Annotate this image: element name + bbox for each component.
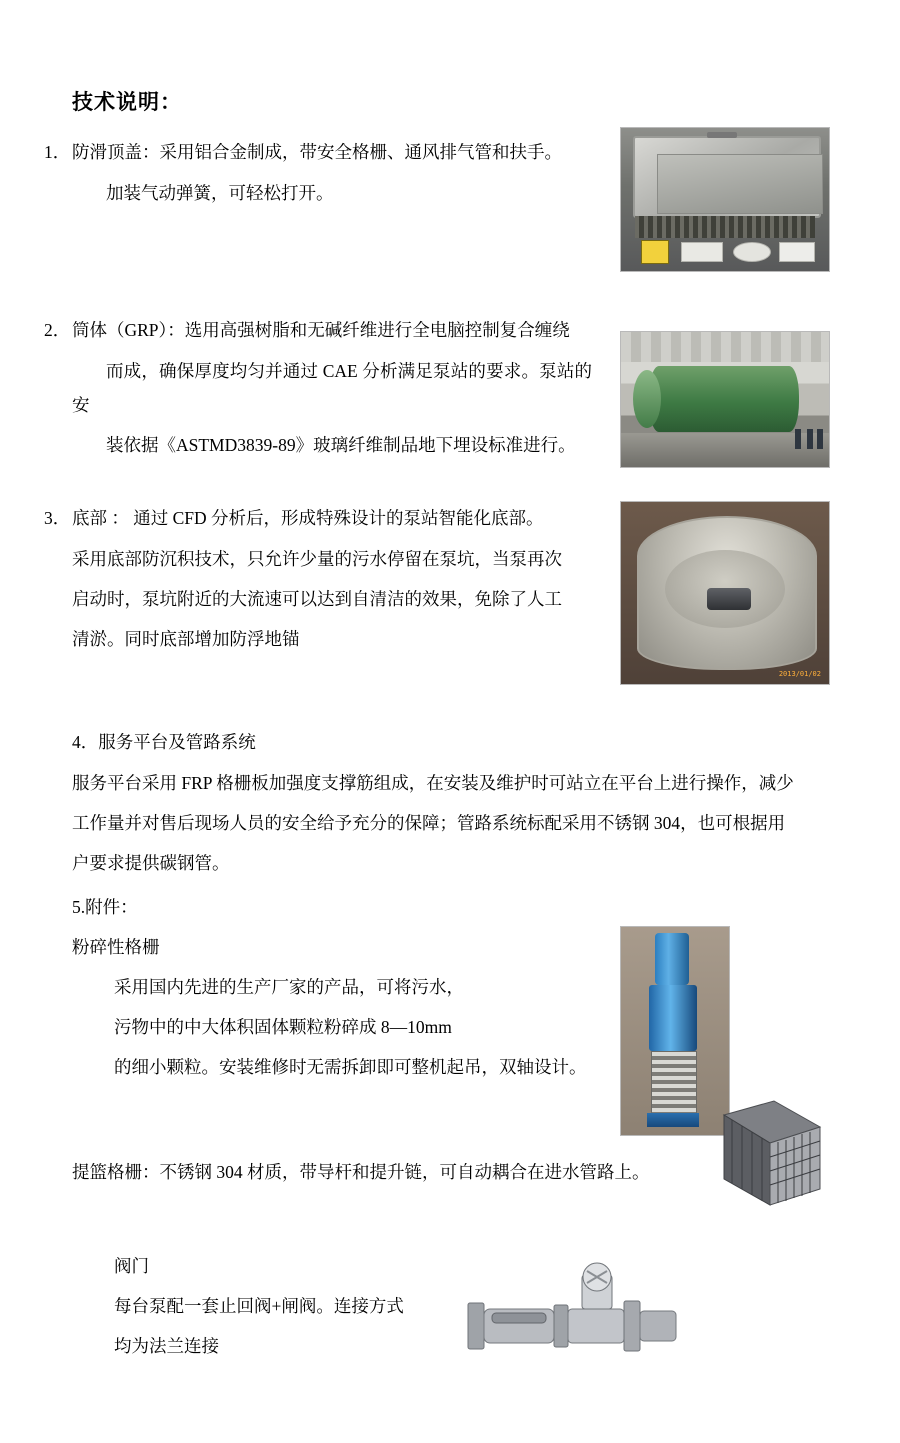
valve-title: 阀门 [114,1256,149,1277]
item-4-number: 4． [72,732,99,753]
item-1-line-1: 1． 防滑顶盖：采用铝合金制成，带安全格栅、通风排气管和扶手。 [44,142,562,163]
item-1-line-2: 加装气动弹簧，可轻松打开。 [106,182,334,203]
page-title: 技术说明： [72,91,182,114]
item-3-line-1: 3． 底部 ： 通过 CFD 分析后，形成特殊设计的泵站智能化底部。 [44,508,544,529]
item-4-heading: 4．服务平台及管路系统 [72,725,828,759]
valve-line-2: 均为法兰连接 [114,1336,219,1357]
item-4-line-3: 户要求提供碳钢管。 [72,852,230,873]
section-item-1 [44,135,828,285]
item-3-line-3: 启动时，泵坑附近的大流速可以达到自清洁的效果，免除了人工 [72,588,562,609]
grinder-screen-photo [620,926,730,1136]
basket-line-1: 提篮格栅：不锈钢 304 材质，带导杆和提升链，可自动耦合在进水管路上。 [72,1162,650,1183]
section-item-5 [72,890,828,1364]
item-2-line-3: 装依据《ASTMD3839-89》玻璃纤维制品地下埋设标准进行。 [106,434,576,455]
item-2-line-1: 2． 筒体（GRP）：选用高强树脂和无碱纤维进行全电脑控制复合缠绕 [44,320,570,341]
aluminum-lid-photo [620,127,830,272]
item-3-line-4: 清淤。同时底部增加防浮地锚 [72,628,300,649]
section-item-3 [44,501,828,697]
grp-tank-photo [620,331,830,468]
item-5-heading: 5.附件： [72,890,828,924]
item-2-line-2: 而成，确保厚度均匀并通过 CAE 分析满足泵站的要求。泵站的安 [72,360,592,415]
subitem-valve [72,1249,828,1363]
item-4-line-1: 服务平台采用 FRP 格栅板加强度支撑筋组成，在安装及维护时可站立在平台上进行操作，减少 [72,772,794,793]
section-item-2 [44,313,828,473]
grinder-title: 粉碎性格栅 [72,937,160,958]
grinder-line-1: 采用国内先进的生产厂家的产品，可将污水， [114,977,464,998]
valve-assembly-svg [458,1261,688,1383]
item-4-line-2: 工作量并对售后现场人员的安全给予充分的保障；管路系统标配采用不锈钢 304，也可根据用 [72,812,786,833]
item-5-number: 5. [72,896,86,917]
valve-line-1: 每台泵配一套止回阀+闸阀。连接方式 [114,1296,404,1317]
subitem-basket [72,1155,828,1221]
subitem-grinder [72,930,828,1145]
grinder-line-3: 的细小颗粒。安装维修时无需拆卸即可整机起吊，双轴设计。 [114,1057,587,1078]
basket-screen-svg [716,1097,828,1215]
section-item-4 [72,725,828,880]
item-3-line-2: 采用底部防沉积技术，只允许少量的污水停留在泵坑，当泵再次 [72,548,562,569]
grinder-line-2: 污物中的中大体积固体颗粒粉碎成 8—10mm [114,1017,452,1038]
pump-station-bottom-photo: 2013/01/02 [620,501,830,685]
valve-assembly-photo [458,1261,688,1383]
basket-screen-illustration [716,1097,828,1215]
